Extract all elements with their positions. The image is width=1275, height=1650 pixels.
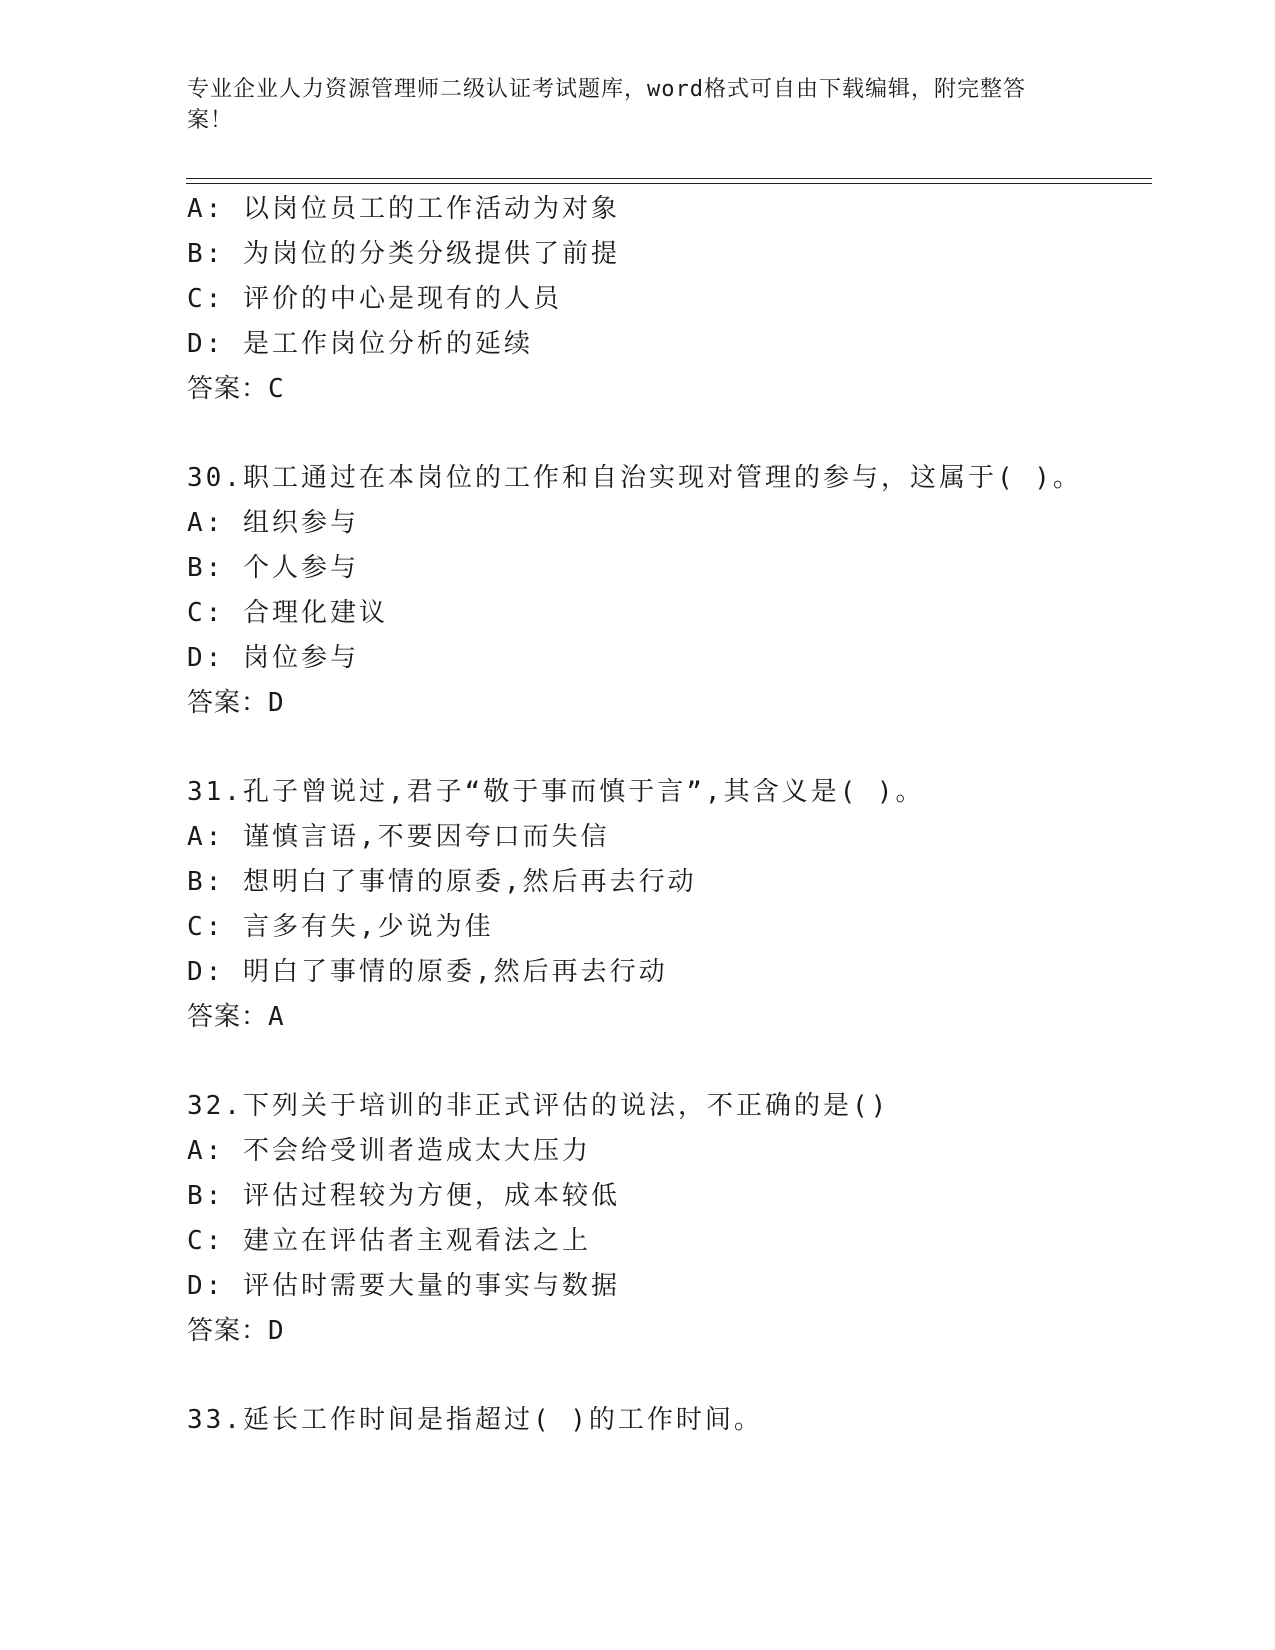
- option-a: A: 不会给受训者造成太大压力: [187, 1136, 591, 1166]
- question-32: 32.下列关于培训的非正式评估的说法，不正确的是(): [187, 1091, 890, 1121]
- option-a: A: 组织参与: [187, 508, 359, 538]
- document-header: 专业企业人力资源管理师二级认证考试题库，word格式可自由下载编辑，附完整答案！: [187, 77, 1026, 133]
- option-d: D: 评估时需要大量的事实与数据: [187, 1271, 620, 1301]
- option-a: A: 谨慎言语,不要因夸口而失信: [187, 822, 610, 852]
- option-c: C: 言多有失,少说为佳: [187, 912, 494, 942]
- option-d: D: 是工作岗位分析的延续: [187, 329, 533, 359]
- option-d: D: 岗位参与: [187, 643, 359, 673]
- option-c: C: 合理化建议: [187, 598, 388, 628]
- option-b: B: 个人参与: [187, 553, 359, 583]
- question-33: 33.延长工作时间是指超过( )的工作时间。: [187, 1405, 763, 1435]
- header-rule-top: [186, 178, 1152, 179]
- answer: 答案：C: [187, 374, 285, 404]
- answer: 答案：D: [187, 688, 285, 718]
- option-c: C: 评价的中心是现有的人员: [187, 284, 562, 314]
- option-b: B: 为岗位的分类分级提供了前提: [187, 239, 620, 269]
- option-d: D: 明白了事情的原委,然后再去行动: [187, 957, 668, 987]
- option-b: B: 想明白了事情的原委,然后再去行动: [187, 867, 697, 897]
- question-30: 30.职工通过在本岗位的工作和自治实现对管理的参与，这属于( )。: [187, 463, 1082, 493]
- answer: 答案：D: [187, 1316, 285, 1346]
- option-a: A: 以岗位员工的工作活动为对象: [187, 194, 620, 224]
- option-c: C: 建立在评估者主观看法之上: [187, 1226, 591, 1256]
- header-rule-bottom: [186, 183, 1152, 184]
- answer: 答案：A: [187, 1002, 285, 1032]
- option-b: B: 评估过程较为方便，成本较低: [187, 1181, 620, 1211]
- question-31: 31.孔子曾说过,君子“敬于事而慎于言”,其含义是( )。: [187, 777, 925, 807]
